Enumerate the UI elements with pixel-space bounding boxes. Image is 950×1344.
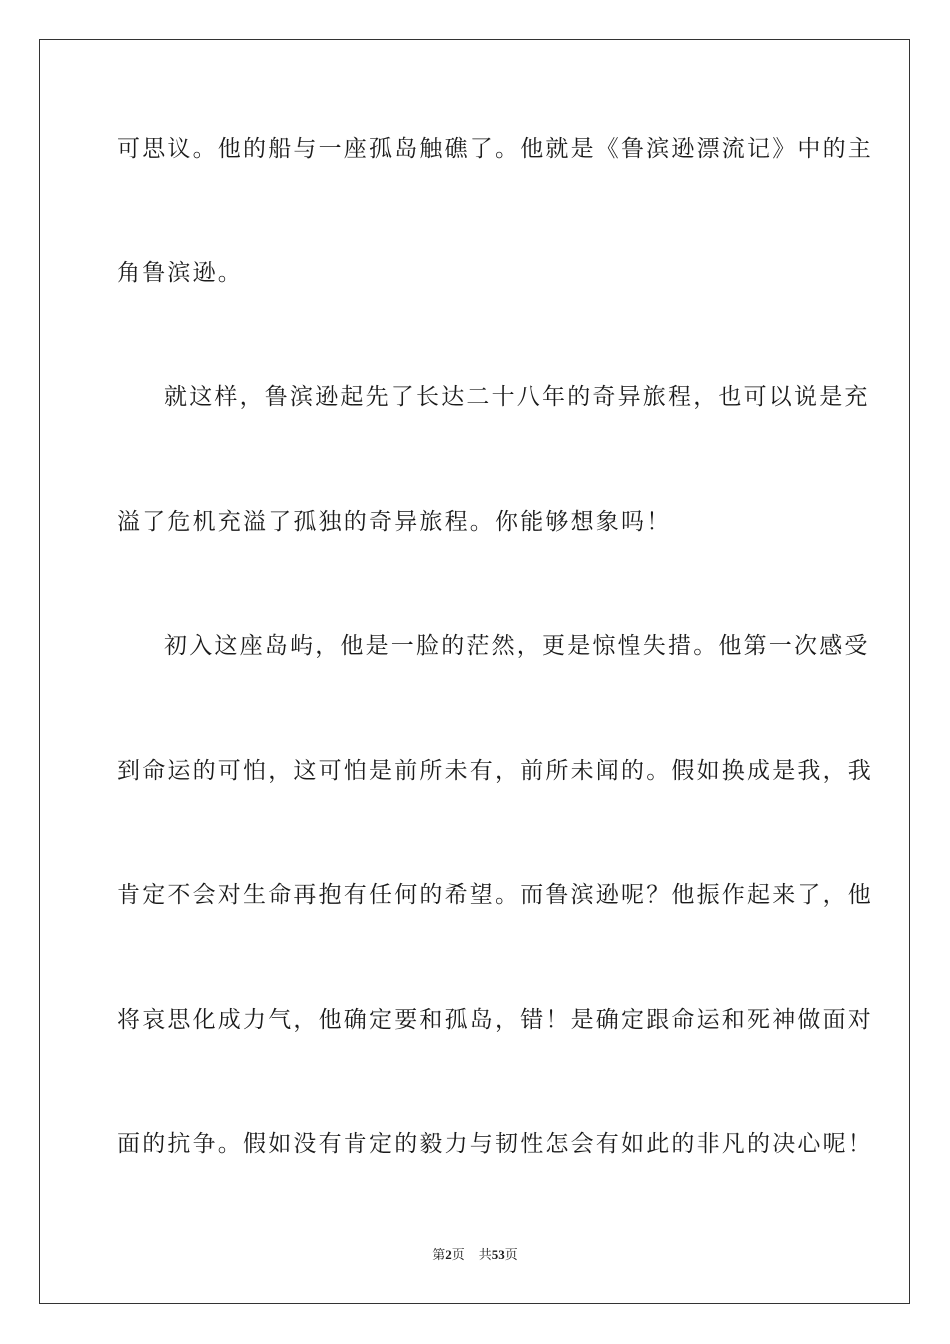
body-line-4: 溢了危机充溢了孤独的奇异旅程。你能够想象吗！ bbox=[117, 509, 672, 535]
page-number: 2 bbox=[445, 1247, 452, 1262]
total-pages: 53 bbox=[491, 1247, 505, 1262]
body-line-1: 可思议。他的船与一座孤岛触礁了。他就是《鲁滨逊漂流记》中的主 bbox=[117, 136, 873, 162]
total-suffix: 页 bbox=[504, 1248, 518, 1263]
page-border bbox=[39, 39, 910, 1304]
body-line-3: 就这样，鲁滨逊起先了长达二十八年的奇异旅程，也可以说是充 bbox=[164, 384, 870, 410]
page-footer bbox=[0, 1246, 950, 1265]
body-line-7: 肯定不会对生命再抱有任何的希望。而鲁滨逊呢？他振作起来了，他 bbox=[117, 882, 873, 908]
total-prefix: 共 bbox=[478, 1248, 492, 1263]
body-line-2: 角鲁滨逊。 bbox=[117, 260, 243, 286]
body-line-8: 将哀思化成力气，他确定要和孤岛，错！是确定跟命运和死神做面对 bbox=[117, 1007, 873, 1033]
body-line-9: 面的抗争。假如没有肯定的毅力与韧性怎会有如此的非凡的决心呢！ bbox=[117, 1131, 873, 1157]
page-prefix: 第 bbox=[432, 1248, 446, 1263]
body-line-5: 初入这座岛屿，他是一脸的茫然，更是惊惶失措。他第一次感受 bbox=[164, 633, 870, 659]
page-suffix: 页 bbox=[451, 1248, 465, 1263]
body-line-6: 到命运的可怕，这可怕是前所未有，前所未闻的。假如换成是我，我 bbox=[117, 758, 873, 784]
